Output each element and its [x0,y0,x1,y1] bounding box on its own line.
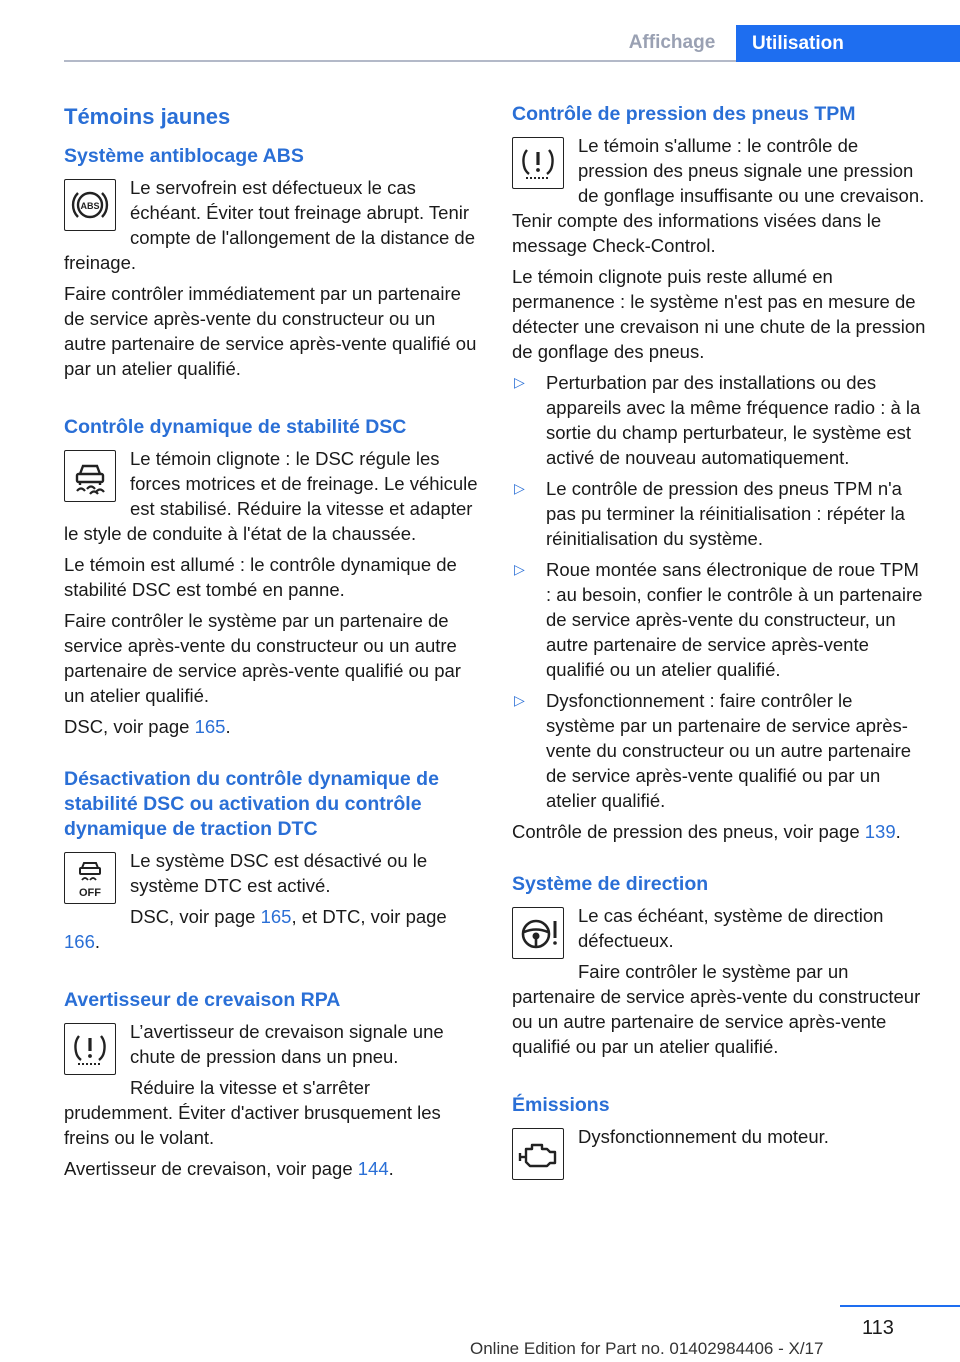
abs-text-1: Le servofrein est défectueux le cas échéant. Éviter tout freinage abrupt. Tenir compte de l'allongement de la distance de freinage. [64,177,475,273]
svg-text:OFF: OFF [79,887,101,899]
dtc-text-1: Le système DSC est désactivé ou le système DTC est activé. [130,850,428,896]
dsc-text-1: Le témoin clignote : le DSC régule les forces motrices et de freinage. Le véhicule est stabilisé. Réduire la vitesse et adapter le style de conduite à l'état de la chaussée. [64,448,478,544]
tire-pressure-icon [512,137,564,189]
triangle-bullet-icon: ▷ [514,692,525,708]
list-item: ▷ Perturbation par des installations ou des appareils avec la même fréquence radio : à la sortie du champ perturbateur, le système est activé de nouveau automatiquement. [514,372,921,468]
triangle-bullet-icon: ▷ [514,480,525,496]
rpa-text-2: Réduire la vitesse et s'arrêter prudemment. Éviter d'activer brusquement les freins ou le volant. [64,1077,441,1148]
heading-dsc: Contrôle dynamique de stabilité DSC [64,416,407,438]
tab-affichage[interactable]: Affichage [628,32,716,53]
link-page-165[interactable]: 165 [260,906,292,927]
dsc-text-2: Le témoin est allumé : le contrôle dynamique de stabilité DSC est tombé en panne. [64,554,457,600]
tpm-text-1: Le témoin s'allume : le contrôle de pression des pneus signale une pression de gonflage insuffisante ou une crevaison. Tenir compte des informations visées dans le message Check-Control. [512,135,925,256]
steering-wheel-icon [512,907,564,959]
link-page-166[interactable]: 166 [64,931,95,952]
section-abs [64,144,478,387]
dsc-off-icon [64,852,116,904]
heading-tpm: Contrôle de pression des pneus TPM [512,103,856,125]
section-tpm [512,102,926,844]
section-dsc [64,415,478,739]
tpm-bullet-list [512,370,926,813]
link-page-144[interactable]: 144 [357,1158,389,1179]
tab-utilisation[interactable]: Utilisation [736,25,960,62]
heading-dtc: Désactivation du contrôle dynamique de stabilité DSC ou activation du contrôle dynamique de traction DTC [64,768,439,840]
triangle-bullet-icon: ▷ [514,561,525,577]
link-page-139[interactable]: 139 [864,821,896,842]
tpm-text-2: Le témoin clignote puis reste allumé en permanence : le système n'est pas en mesure de détecter une crevaison ni une chute de la pression de gonflage des pneus. [512,266,926,362]
dsc-skid-icon [64,450,116,502]
tire-pressure-icon [64,1023,116,1075]
dtc-reference: DSC, voir page 165, et DTC, voir page 166. [64,906,447,952]
emissions-text-1: Dysfonctionnement du moteur. [578,1126,829,1147]
triangle-bullet-icon: ▷ [514,374,525,390]
heading-steering: Système de direction [512,873,709,895]
heading-rpa: Avertisseur de crevaison RPA [64,989,341,1011]
section-title: Témoins jaunes [64,104,231,129]
abs-text-2: Faire contrôler immédiatement par un partenaire de service après-vente du constructeur ou un autre partenaire de service après-vente qualifié ou par un atelier qualifié. [64,283,477,379]
steering-text-1: Le cas échéant, système de direction défectueux. [578,905,884,951]
section-rpa [64,988,478,1181]
list-item: ▷ Le contrôle de pression des pneus TPM n'a pas pu terminer la réinitialisation : répéter la réinitialisation du système. [514,478,905,549]
list-item: ▷ Roue montée sans électronique de roue TPM : au besoin, confier le contrôle à un partenaire de service après-vente du constructeur, un autre partenaire de service après-vente qualifié ou un atelier qualifié. [514,559,923,680]
section-emissions [512,1093,926,1184]
section-steering [512,872,926,1065]
steering-text-2: Faire contrôler le système par un partenaire de service après-vente du constructeur ou un autre partenaire de service après-vente qualifié ou par un atelier qualifié. [512,961,921,1057]
dsc-text-3: Faire contrôler le système par un partenaire de service après-vente du constructeur ou un autre partenaire de service après-vente qualifié ou par un atelier qualifié. [64,610,461,706]
page-number: 113 [862,1317,894,1339]
rpa-reference: Avertisseur de crevaison, voir page 144. [64,1158,394,1179]
section-dtc [64,767,478,960]
heading-abs: Système antiblocage ABS [64,145,304,167]
edition-footer: Online Edition for Part no. 01402984406 - X/17 [470,1339,824,1358]
heading-emissions: Émissions [512,1094,610,1116]
right-column [512,102,926,1184]
tpm-reference: Contrôle de pression des pneus, voir page 139. [512,821,901,842]
footer-rule [840,1305,960,1307]
engine-check-icon [512,1128,564,1180]
dsc-reference: DSC, voir page 165. [64,716,231,737]
rpa-text-1: L’avertisseur de crevaison signale une chute de pression dans un pneu. [130,1021,444,1067]
list-item: ▷ Dysfonctionnement : faire contrôler le système par un partenaire de service après-vente du constructeur ou un autre partenaire de service après-vente qualifié ou par un atelier qualifié. [514,690,912,811]
link-page-165[interactable]: 165 [194,716,226,737]
left-column [64,102,478,1187]
svg-text:ABS: ABS [80,201,100,211]
abs-warning-icon [64,179,116,231]
